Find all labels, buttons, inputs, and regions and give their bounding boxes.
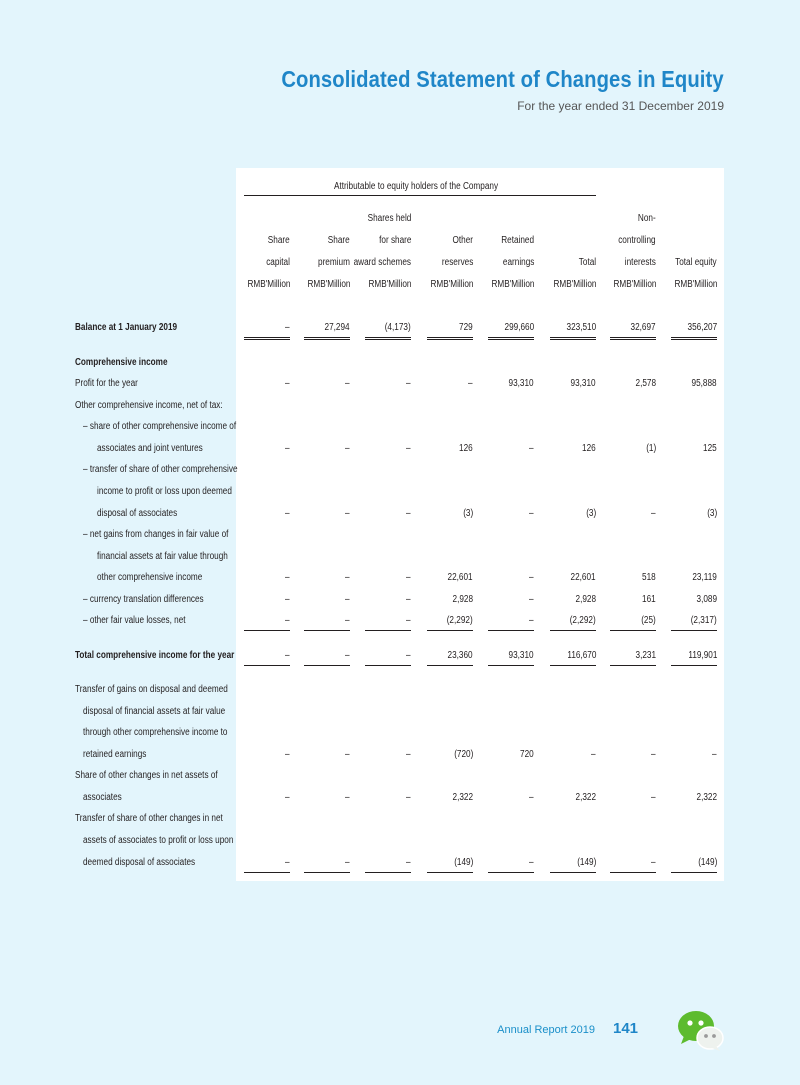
table-cell: 2,322 [452,792,473,803]
table-cell: (3) [585,508,596,519]
total-rule [427,872,473,873]
row-label: – net gains from changes in fair value of [83,529,229,540]
table-cell: – [345,378,350,389]
column-header-line: Share [268,235,290,246]
total-rule [671,872,717,873]
table-cell: – [406,508,411,519]
total-rule [244,872,290,873]
table-cell: – [406,615,411,626]
table-cell: (149) [576,857,596,868]
column-unit: RMB'Million [612,279,656,290]
total-rule [488,337,534,338]
table-cell: – [285,749,290,760]
page-number: 141 [613,1020,639,1037]
column-header-line: for share [378,235,411,246]
table-cell: – [651,508,656,519]
total-rule [365,630,411,631]
table-cell: – [285,572,290,583]
table-cell: 3,089 [696,594,717,605]
total-rule [365,872,411,873]
column-unit: RMB'Million [367,279,411,290]
table-cell: – [406,650,411,661]
row-label: disposal of associates [97,508,178,519]
total-rule [304,630,350,631]
table-cell: 93,310 [508,378,534,389]
table-cell: 95,888 [691,378,717,389]
column-header-line: premium [318,257,350,268]
column-unit: RMB'Million [490,279,534,290]
table-cell: – [285,650,290,661]
table-cell: 2,928 [452,594,473,605]
table-cell: 729 [459,322,473,333]
row-label: income to profit or loss upon deemed [97,486,232,497]
table-cell: – [591,749,596,760]
table-cell: 22,601 [570,572,596,583]
column-header-line: reserves [441,257,473,268]
column-header-line: interests [625,257,656,268]
chat-bubbles-icon [676,1008,724,1052]
table-cell: 32,697 [630,322,656,333]
row-label: deemed disposal of associates [83,857,196,868]
table-cell: – [285,615,290,626]
total-rule [610,665,656,666]
header-underline [427,339,473,340]
row-label: – share of other comprehensive income of [83,421,237,432]
table-cell: (3) [706,508,717,519]
total-rule [365,337,411,338]
table-cell: – [529,792,534,803]
total-rule [671,630,717,631]
table-cell: 2,578 [635,378,656,389]
total-rule [244,665,290,666]
column-header-line: Share [328,235,350,246]
row-label: associates and joint ventures [97,443,203,454]
page-title: Consolidated Statement of Changes in Equity [281,66,724,92]
row-label: – transfer of share of other comprehensive [83,464,238,475]
table-cell: (4,173) [385,322,411,333]
table-cell: (2,317) [691,615,717,626]
row-heading: Total comprehensive income for the year [75,650,235,661]
column-header-line: Retained [501,235,534,246]
total-rule [365,665,411,666]
table-cell: 323,510 [566,322,596,333]
column-header-line: Shares held [367,213,411,224]
row-label: retained earnings [83,749,147,760]
table-cell: 356,207 [687,322,717,333]
table-cell: (149) [697,857,717,868]
row-label: associates [83,792,122,803]
total-rule [304,872,350,873]
column-header-line: Non- [638,213,656,224]
table-cell: – [406,749,411,760]
table-cell: – [285,378,290,389]
row-heading: Comprehensive income [75,357,168,368]
header-underline [550,339,596,340]
table-cell: – [345,650,350,661]
table-cell: – [345,508,350,519]
table-cell: 299,660 [504,322,534,333]
table-cell: – [712,749,717,760]
row-label: Transfer of gains on disposal and deemed [75,684,228,695]
row-label: through other comprehensive income to [83,727,228,738]
total-rule [671,665,717,666]
table-cell: 126 [582,443,596,454]
table-cell: – [285,322,290,333]
table-cell: – [345,443,350,454]
column-header-line: Total [578,257,596,268]
table-cell: 27,294 [324,322,350,333]
table-cell: – [529,508,534,519]
column-header-line: Total equity [675,257,717,268]
table-cell: – [285,443,290,454]
column-header-line: Other [452,235,473,246]
table-cell: – [529,615,534,626]
column-unit: RMB'Million [429,279,473,290]
table-cell: – [529,594,534,605]
table-cell: – [345,857,350,868]
header-underline [304,339,350,340]
total-rule [550,665,596,666]
table-cell: – [406,857,411,868]
column-unit: RMB'Million [673,279,717,290]
table-cell: – [468,378,473,389]
table-cell: 93,310 [570,378,596,389]
total-rule [610,337,656,338]
total-rule [488,872,534,873]
table-cell: 93,310 [508,650,534,661]
total-rule [488,665,534,666]
row-label: Other comprehensive income, net of tax: [75,400,223,411]
total-rule [550,337,596,338]
table-cell: 119,901 [687,650,717,661]
row-label: – other fair value losses, net [83,615,186,626]
table-cell: – [345,792,350,803]
report-label: Annual Report 2019 [497,1024,595,1036]
table-cell: (2,292) [570,615,596,626]
row-label: other comprehensive income [97,572,203,583]
total-rule [304,665,350,666]
column-unit: RMB'Million [306,279,350,290]
total-rule [244,630,290,631]
table-cell: – [406,572,411,583]
row-label: disposal of financial assets at fair value [83,706,226,717]
row-label: Transfer of share of other changes in net [75,813,223,824]
column-header-line: capital [266,257,290,268]
table-cell: (25) [641,615,656,626]
table-cell: – [406,792,411,803]
page-subtitle: For the year ended 31 December 2019 [517,99,724,113]
row-label: assets of associates to profit or loss upon [83,835,234,846]
table-cell: 2,322 [575,792,596,803]
table-cell: – [651,749,656,760]
header-underline [365,339,411,340]
total-rule [610,872,656,873]
table-cell: 3,231 [635,650,656,661]
table-cell: – [345,594,350,605]
total-rule [550,872,596,873]
table-cell: – [529,443,534,454]
group-heading-rule [244,195,596,196]
header-underline [671,339,717,340]
total-rule [488,630,534,631]
table-cell: 2,322 [696,792,717,803]
table-panel [236,168,724,881]
table-cell: – [529,572,534,583]
table-cell: – [345,749,350,760]
table-cell: (149) [453,857,473,868]
table-cell: – [529,857,534,868]
row-label: Profit for the year [75,378,138,389]
row-heading: Balance at 1 January 2019 [75,322,178,333]
table-cell: – [285,857,290,868]
total-rule [671,337,717,338]
column-header-line: award schemes [353,257,411,268]
table-cell: – [406,443,411,454]
table-cell: 518 [642,572,656,583]
table-cell: (2,292) [447,615,473,626]
table-cell: 23,360 [447,650,473,661]
table-cell: – [651,857,656,868]
table-cell: 126 [459,443,473,454]
table-cell: 720 [520,749,534,760]
table-cell: 22,601 [447,572,473,583]
table-cell: – [406,594,411,605]
table-cell: – [285,594,290,605]
column-unit: RMB'Million [552,279,596,290]
row-label: – currency translation differences [83,594,204,605]
header-underline [244,339,290,340]
total-rule [610,630,656,631]
table-cell: – [345,615,350,626]
table-cell: (720) [453,749,473,760]
header-underline [488,339,534,340]
total-rule [550,630,596,631]
table-cell: 116,670 [566,650,596,661]
table-cell: 161 [642,594,656,605]
table-cell: 125 [703,443,717,454]
table-cell: – [285,792,290,803]
column-header-line: controlling [618,235,656,246]
table-cell: – [406,378,411,389]
total-rule [244,337,290,338]
header-underline [610,339,656,340]
total-rule [427,630,473,631]
column-header-line: earnings [502,257,534,268]
table-cell: 23,119 [692,572,717,583]
total-rule [427,337,473,338]
total-rule [427,665,473,666]
table-cell: (3) [462,508,473,519]
group-heading: Attributable to equity holders of the Company [333,181,499,192]
table-cell: – [345,572,350,583]
table-cell: (1) [645,443,656,454]
table-cell: – [651,792,656,803]
row-label: financial assets at fair value through [97,551,228,562]
table-cell: – [285,508,290,519]
row-label: Share of other changes in net assets of [75,770,218,781]
column-unit: RMB'Million [246,279,290,290]
total-rule [304,337,350,338]
table-cell: 2,928 [575,594,596,605]
